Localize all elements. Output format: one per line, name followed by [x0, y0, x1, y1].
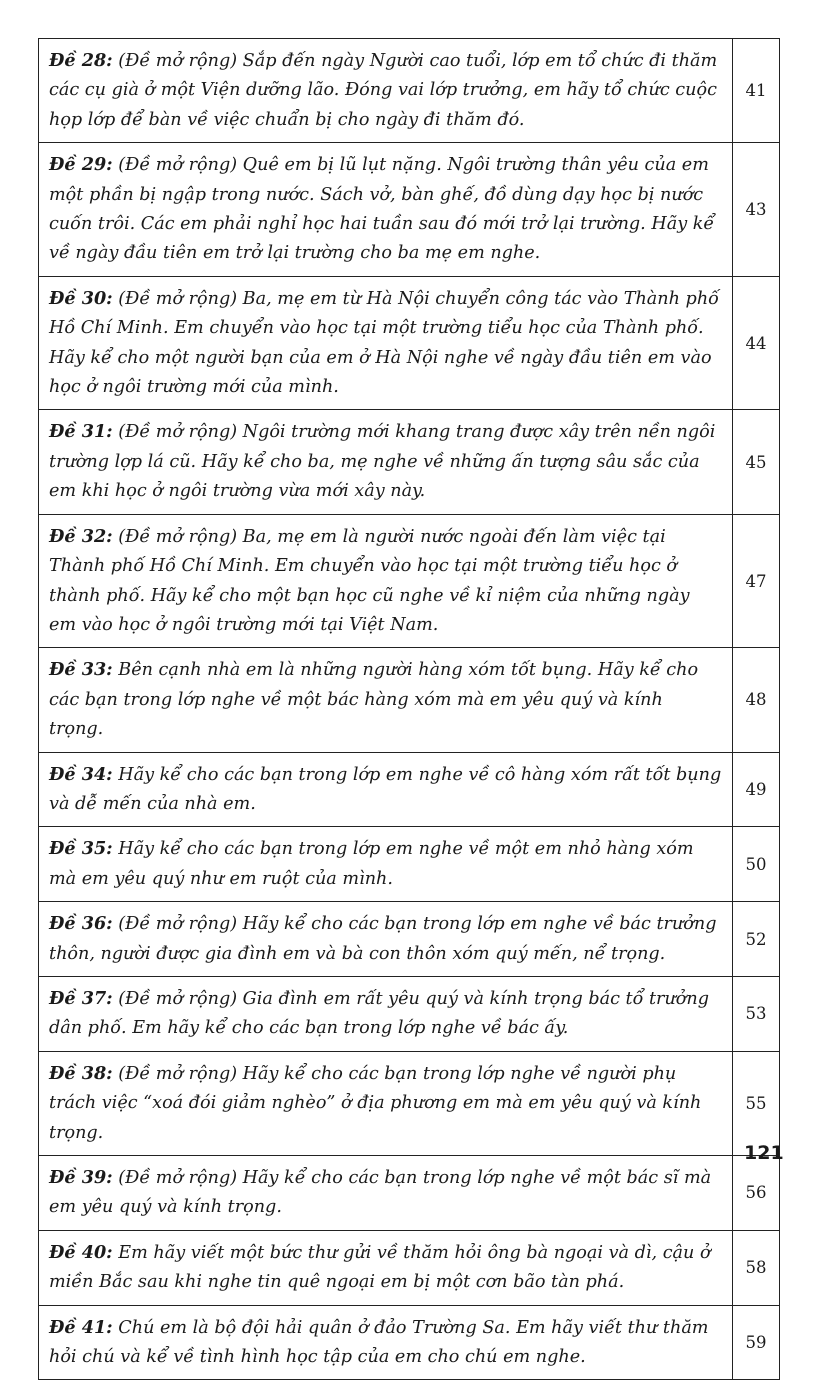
topic-label: Đề 35:	[49, 838, 113, 860]
topic-text: Hãy kể cho các bạn trong lớp em nghe về cô hàng xóm rất tốt bụng và dễ mến của nhà em.	[49, 764, 722, 814]
topic-description	[39, 1305, 733, 1380]
topic-label: Đề 37:	[49, 987, 113, 1009]
topic-text: (Đề mở rộng) Quê em bị lũ lụt nặng. Ngôi trường thân yêu của em một phần bị ngập trong nước. Sách vở, bàn ghế, đồ dùng dạy học bị nước cuốn trôi. Các em phải nghỉ học hai tuần sau đó mới trở lại trường. Hãy kể về ngày đầu tiên em trở lại trường cho ba mẹ em nghe.	[49, 155, 715, 264]
page-reference: 43	[733, 143, 780, 277]
page-reference: 44	[733, 276, 780, 410]
topic-text: Chú em là bộ đội hải quân ở đảo Trường Sa. Em hãy viết thư thăm hỏi chú và kể về tình hình học tập của em cho chú em nghe.	[49, 1317, 709, 1368]
toc-row	[39, 1051, 780, 1155]
topic-text: Em hãy viết một bức thư gửi về thăm hỏi ông bà ngoại và dì, cậu ở miền Bắc sau khi nghe tin quê ngoại em bị một cơn bão tàn phá.	[49, 1242, 711, 1293]
topic-label: Đề 29:	[49, 154, 113, 176]
toc-row	[39, 648, 780, 752]
topic-description	[39, 976, 733, 1051]
page-reference: 45	[733, 410, 780, 514]
topic-description	[39, 276, 733, 410]
toc-row	[39, 902, 780, 977]
topic-text: (Đề mở rộng) Hãy kể cho các bạn trong lớp em nghe về bác trưởng thôn, người được gia đình em và bà con thôn xóm quý mến, nể trọng.	[49, 914, 717, 964]
toc-row	[39, 276, 780, 410]
toc-row	[39, 514, 780, 648]
toc-row	[39, 1305, 780, 1380]
topic-description	[39, 827, 733, 902]
topic-description	[39, 1230, 733, 1305]
page-reference: 41	[733, 39, 780, 143]
table-of-contents	[38, 38, 780, 1380]
toc-row	[39, 1230, 780, 1305]
topic-text: Bên cạnh nhà em là những người hàng xóm tốt bụng. Hãy kể cho các bạn trong lớp nghe về một bác hàng xóm mà em yêu quý và kính trọng.	[49, 660, 699, 740]
page-reference: 55	[733, 1051, 780, 1155]
topic-label: Đề 40:	[49, 1241, 113, 1263]
topic-text: (Đề mở rộng) Ngôi trường mới khang trang được xây trên nền ngôi trường lợp lá cũ. Hãy kể cho ba, mẹ nghe về những ấn tượng sâu sắc của em khi học ở ngôi trường vừa mới xây này.	[49, 422, 716, 502]
topic-text: (Đề mở rộng) Sắp đến ngày Người cao tuổi, lớp em tổ chức đi thăm các cụ già ở một Viện dưỡng lão. Đóng vai lớp trưởng, em hãy tổ chức cuộc họp lớp để bàn về việc chuẩn bị cho ngày đi thăm đó.	[49, 51, 718, 130]
page-reference: 49	[733, 752, 780, 827]
topic-label: Đề 30:	[49, 287, 113, 309]
topic-text: (Đề mở rộng) Ba, mẹ em từ Hà Nội chuyển công tác vào Thành phố Hồ Chí Minh. Em chuyển vào học tại một trường tiểu học của Thành phố. Hãy kể cho một người bạn của em ở Hà Nội nghe về ngày đầu tiên em vào học ở ngôi trường mới của mình.	[49, 288, 719, 398]
topic-label: Đề 28:	[49, 50, 113, 71]
page-reference: 50	[733, 827, 780, 902]
topic-label: Đề 38:	[49, 1062, 113, 1084]
page-reference: 47	[733, 514, 780, 648]
page-reference: 56	[733, 1156, 780, 1231]
page-number: 121	[744, 1142, 784, 1164]
topic-description	[39, 752, 733, 827]
topic-text: (Đề mở rộng) Ba, mẹ em là người nước ngoài đến làm việc tại Thành phố Hồ Chí Minh. Em chuyển vào học tại một trường tiểu học ở thành phố. Hãy kể cho một bạn học cũ nghe về kỉ niệm của những ngày em vào học ở ngôi trường mới tại Việt Nam.	[49, 526, 690, 635]
page-reference: 48	[733, 648, 780, 752]
topic-description	[39, 902, 733, 977]
toc-row	[39, 976, 780, 1051]
topic-description	[39, 39, 733, 143]
topic-text: (Đề mở rộng) Hãy kể cho các bạn trong lớp nghe về người phụ trách việc “xoá đói giảm nghèo” ở địa phương em mà em yêu quý và kính trọng.	[49, 1063, 702, 1143]
topic-description	[39, 143, 733, 277]
page-reference: 59	[733, 1305, 780, 1380]
topic-text: (Đề mở rộng) Gia đình em rất yêu quý và kính trọng bác tổ trưởng dân phố. Em hãy kể cho các bạn trong lớp nghe về bác ấy.	[49, 988, 709, 1039]
page-reference: 53	[733, 976, 780, 1051]
topic-description	[39, 1051, 733, 1155]
toc-row	[39, 1156, 780, 1231]
toc-row	[39, 410, 780, 514]
topic-description	[39, 648, 733, 752]
topic-description	[39, 1156, 733, 1231]
topic-description	[39, 514, 733, 648]
topic-label: Đề 33:	[49, 659, 113, 681]
topic-label: Đề 34:	[49, 763, 113, 785]
page-reference: 52	[733, 902, 780, 977]
topic-label: Đề 31:	[49, 421, 113, 443]
topic-label: Đề 32:	[49, 525, 113, 547]
topic-label: Đề 41:	[49, 1316, 113, 1338]
topic-description	[39, 410, 733, 514]
toc-row	[39, 39, 780, 143]
topic-text: Hãy kể cho các bạn trong lớp em nghe về một em nhỏ hàng xóm mà em yêu quý như em ruột của mình.	[49, 839, 694, 889]
topic-text: (Đề mở rộng) Hãy kể cho các bạn trong lớp nghe về một bác sĩ mà em yêu quý và kính trọng.	[49, 1168, 712, 1218]
toc-row	[39, 752, 780, 827]
topic-label: Đề 39:	[49, 1167, 113, 1188]
page-reference: 58	[733, 1230, 780, 1305]
toc-row	[39, 827, 780, 902]
topic-label: Đề 36:	[49, 913, 113, 935]
toc-row	[39, 143, 780, 277]
